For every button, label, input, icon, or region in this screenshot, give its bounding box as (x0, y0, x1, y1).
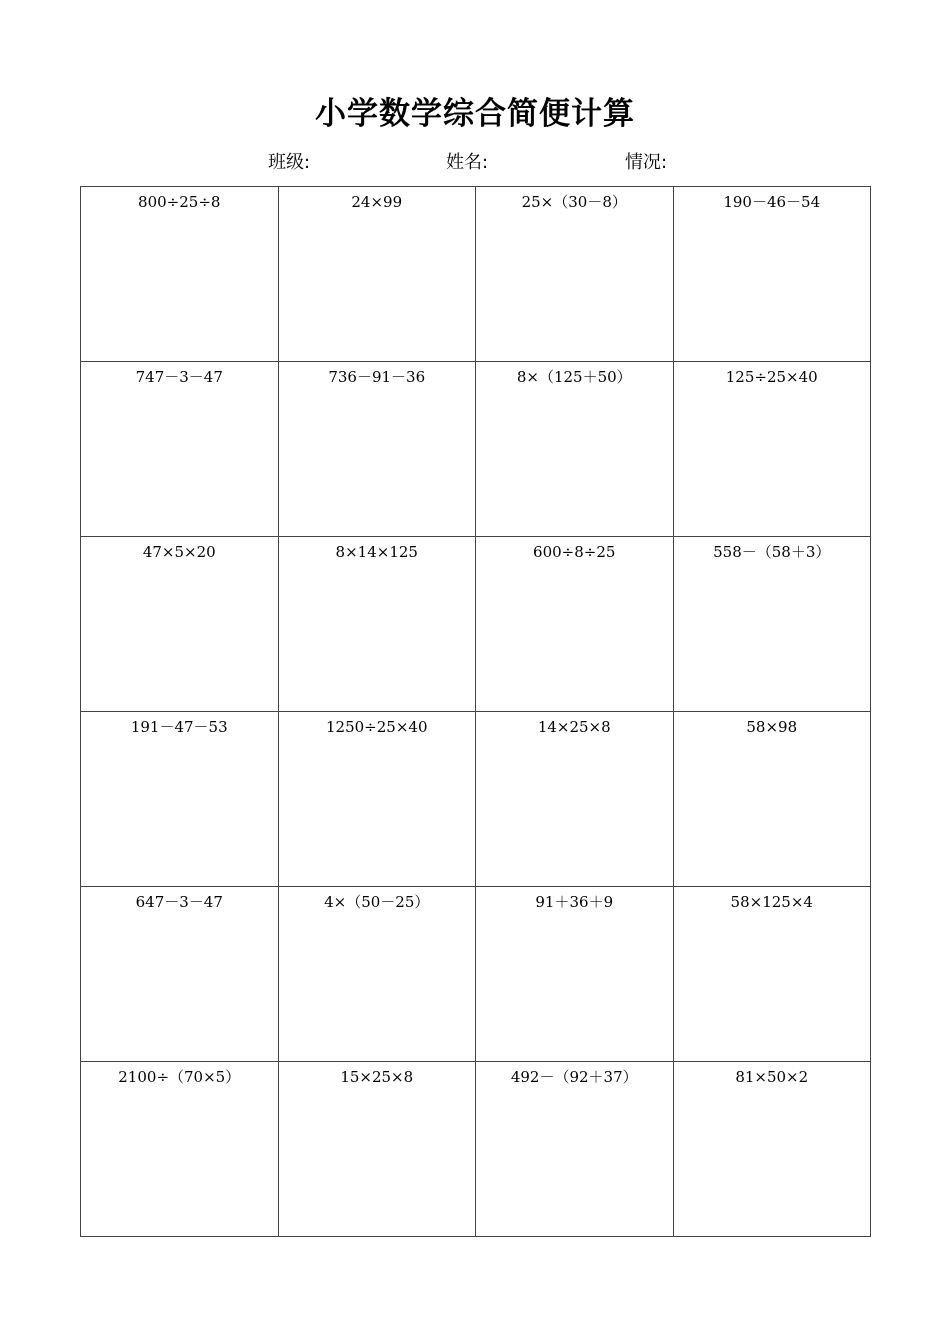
worksheet-title: 小学数学综合简便计算 (315, 96, 635, 132)
problem-cell: 1250÷25×40 (279, 712, 477, 887)
problem-cell: 736－91－36 (279, 362, 477, 537)
problem-grid (80, 186, 871, 1237)
status-label: 情况: (625, 152, 668, 173)
problem-cell: 4×（50－25） (279, 887, 477, 1062)
problem-cell: 800÷25÷8 (81, 187, 279, 362)
problem-cell: 600÷8÷25 (476, 537, 674, 712)
problem-cell: 190－46－54 (674, 187, 872, 362)
student-info-row (0, 150, 950, 176)
problem-cell: 58×98 (674, 712, 872, 887)
problem-cell: 81×50×2 (674, 1062, 872, 1237)
problem-cell: 8×（125＋50） (476, 362, 674, 537)
problem-cell: 8×14×125 (279, 537, 477, 712)
name-label: 姓名: (446, 152, 489, 173)
problem-cell: 647－3－47 (81, 887, 279, 1062)
problem-cell: 14×25×8 (476, 712, 674, 887)
problem-cell: 2100÷（70×5） (81, 1062, 279, 1237)
problem-cell: 492－（92＋37） (476, 1062, 674, 1237)
problem-cell: 91＋36＋9 (476, 887, 674, 1062)
problem-cell: 747－3－47 (81, 362, 279, 537)
problem-cell: 558－（58＋3） (674, 537, 872, 712)
problem-cell: 191－47－53 (81, 712, 279, 887)
problem-cell: 24×99 (279, 187, 477, 362)
problem-cell: 47×5×20 (81, 537, 279, 712)
problem-cell: 15×25×8 (279, 1062, 477, 1237)
class-label: 班级: (268, 152, 311, 173)
problem-cell: 125÷25×40 (674, 362, 872, 537)
problem-cell: 25×（30－8） (476, 187, 674, 362)
problem-cell: 58×125×4 (674, 887, 872, 1062)
